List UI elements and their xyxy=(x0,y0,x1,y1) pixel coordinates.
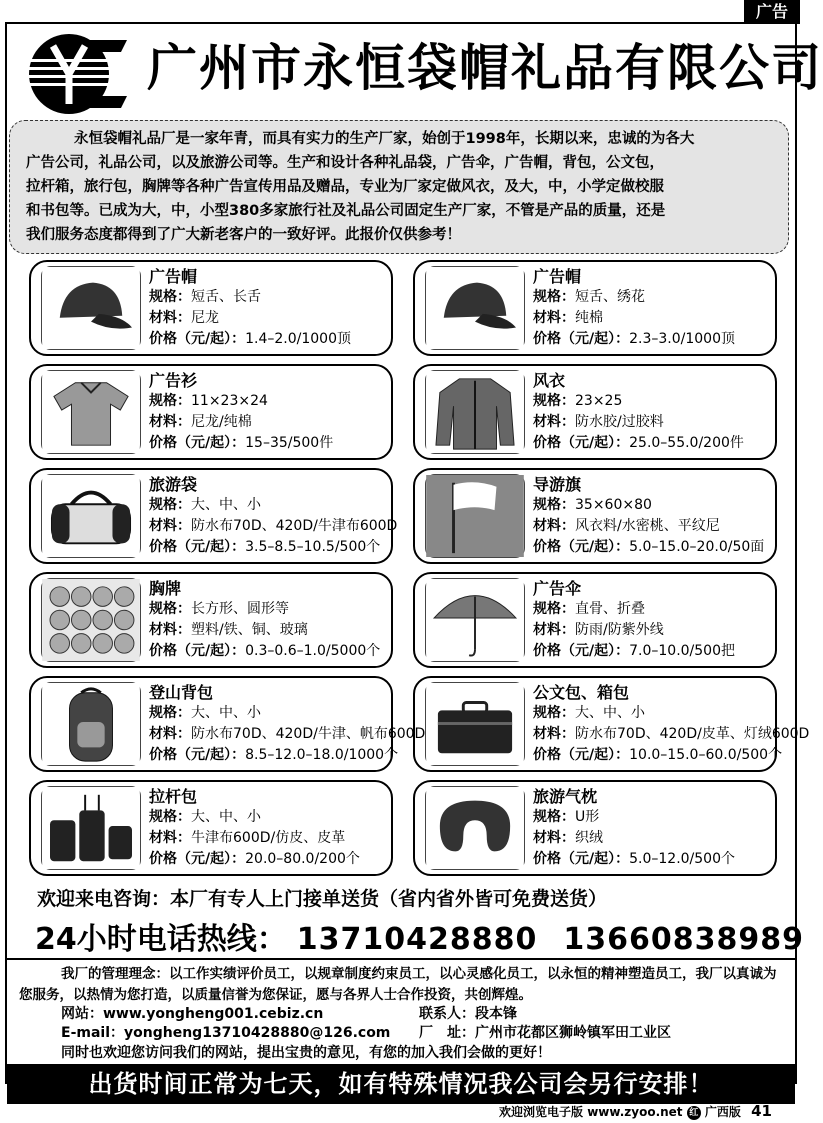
spec-value: 短舌、长舌 xyxy=(191,289,261,305)
product-price xyxy=(149,433,385,454)
spec-value: 大、中、小 xyxy=(191,809,261,825)
hotline xyxy=(35,914,804,958)
management-philosophy xyxy=(7,958,795,1006)
product-info xyxy=(149,474,398,558)
address-label: 厂 址： xyxy=(419,1025,475,1041)
product-card xyxy=(413,676,810,772)
spec-label: 规格： xyxy=(149,705,191,721)
header xyxy=(7,24,823,120)
shirt-photo-icon xyxy=(41,370,141,454)
product-spec xyxy=(533,807,769,828)
product-material xyxy=(149,828,385,849)
material-label: 材料： xyxy=(149,414,191,430)
price-label: 价格（元/起）： xyxy=(149,539,246,555)
trolley-bags-photo-icon xyxy=(41,786,141,870)
product-material xyxy=(533,516,769,537)
backpack-photo-icon xyxy=(41,682,141,766)
spec-value: 11×23×24 xyxy=(191,393,268,409)
material-label: 材料： xyxy=(149,518,191,534)
price-value: 5.0–12.0/500个 xyxy=(629,851,735,867)
intro-line: 我们服务态度都得到了广大新老客户的一致好评。此报价仅供参考！ xyxy=(26,227,461,243)
material-label: 材料： xyxy=(149,310,191,326)
website xyxy=(61,1003,323,1023)
product-info xyxy=(533,370,769,454)
spec-value: 大、中、小 xyxy=(575,705,645,721)
email-label: E-mail： xyxy=(61,1025,125,1041)
spec-value: 大、中、小 xyxy=(191,497,261,513)
material-label: 材料： xyxy=(533,518,575,534)
contact-line: 欢迎来电咨询：本厂有专人上门接单送货（省内省外皆可免费送货） xyxy=(37,888,608,910)
product-price xyxy=(149,641,385,662)
product-card xyxy=(29,780,393,876)
price-label: 价格（元/起）： xyxy=(149,747,246,763)
product-title: 广告衫 xyxy=(149,371,198,390)
product-material xyxy=(533,724,810,745)
product-spec xyxy=(149,703,385,724)
product-title: 广告帽 xyxy=(149,267,198,286)
price-label: 价格（元/起）： xyxy=(149,435,246,451)
product-price xyxy=(149,329,385,350)
price-label: 价格（元/起）： xyxy=(533,331,630,347)
address xyxy=(419,1022,671,1042)
product-info xyxy=(149,266,385,350)
price-label: 价格（元/起）： xyxy=(149,643,246,659)
publication-logo-icon: 红 xyxy=(687,1106,701,1120)
product-title: 广告伞 xyxy=(533,579,582,598)
product-card xyxy=(413,364,777,460)
umbrella-photo-icon xyxy=(425,578,525,662)
product-info xyxy=(149,370,385,454)
intro-line: 拉杆箱，旅行包，胸牌等各种广告宣传用品及赠品，专业为厂家定做风衣，及大，中，小学定做校服 xyxy=(26,179,664,195)
material-value: 防水布70D、420D/皮革、灯绒600D xyxy=(575,726,810,742)
product-card xyxy=(29,468,398,564)
product-price xyxy=(533,537,769,558)
product-info xyxy=(533,682,810,766)
contact-person-label: 联系人： xyxy=(419,1006,475,1022)
material-value: 尼龙 xyxy=(191,310,219,326)
product-card xyxy=(29,676,426,772)
page-number: 41 xyxy=(751,1102,772,1120)
website-link[interactable]: www.yongheng001.cebiz.cn xyxy=(103,1006,324,1022)
price-value: 10.0–15.0–60.0/500个 xyxy=(629,747,783,763)
material-value: 风衣料/水密桃、平纹尼 xyxy=(575,518,720,534)
company-intro xyxy=(9,120,789,254)
section-tag: 广告 xyxy=(744,0,800,24)
product-spec xyxy=(149,599,385,620)
price-value: 7.0–10.0/500把 xyxy=(629,643,735,659)
cap-photo-icon xyxy=(41,266,141,350)
price-value: 2.3–3.0/1000顶 xyxy=(629,331,735,347)
product-card xyxy=(413,468,777,564)
product-info xyxy=(533,578,769,662)
company-logo-icon xyxy=(23,32,127,116)
product-card xyxy=(29,572,393,668)
material-value: 防水布70D、420D/牛津、帆布600D xyxy=(191,726,426,742)
neck-pillow-photo-icon xyxy=(425,786,525,870)
spec-value: 短舌、绣花 xyxy=(575,289,645,305)
product-title: 登山背包 xyxy=(149,683,214,702)
product-card xyxy=(413,780,777,876)
price-label: 价格（元/起）： xyxy=(149,851,246,867)
spec-value: 35×60×80 xyxy=(575,497,652,513)
footer-logo-text: 广西版 xyxy=(704,1105,741,1119)
spec-value: 长方形、圆形等 xyxy=(191,601,289,617)
spec-label: 规格： xyxy=(149,497,191,513)
contact-person-name: 段本锋 xyxy=(475,1006,517,1022)
shipping-banner: 出货时间正常为七天，如有特殊情况我公司会另行安排！ xyxy=(7,1064,795,1104)
material-value: 塑料/铁、铜、玻璃 xyxy=(191,622,308,638)
material-value: 防雨/防紫外线 xyxy=(575,622,664,638)
product-spec xyxy=(149,495,385,516)
material-label: 材料： xyxy=(149,726,191,742)
spec-value: U形 xyxy=(575,809,600,825)
price-label: 价格（元/起）： xyxy=(533,851,630,867)
product-title: 旅游袋 xyxy=(149,475,198,494)
material-value: 防水布70D、420D/牛津布600D xyxy=(191,518,398,534)
spec-label: 规格： xyxy=(533,497,575,513)
spec-label: 规格： xyxy=(533,809,575,825)
price-value: 15–35/500件 xyxy=(245,435,334,451)
product-title: 广告帽 xyxy=(533,267,582,286)
product-price xyxy=(533,641,769,662)
product-info xyxy=(149,578,385,662)
material-value: 牛津布600D/仿皮、皮革 xyxy=(191,830,346,846)
spec-label: 规格： xyxy=(533,393,575,409)
company-name: 广州市永恒袋帽礼品有限公司 xyxy=(147,39,823,97)
price-value: 8.5–12.0–18.0/1000个 xyxy=(245,747,399,763)
spec-value: 23×25 xyxy=(575,393,623,409)
hotline-label: 24小时电话热线： xyxy=(35,922,287,957)
price-value: 20.0–80.0/200个 xyxy=(245,851,360,867)
material-label: 材料： xyxy=(533,414,575,430)
price-label: 价格（元/起）： xyxy=(533,643,630,659)
material-value: 防水胶/过胶料 xyxy=(575,414,664,430)
cap-photo-icon xyxy=(425,266,525,350)
price-value: 25.0–55.0/200件 xyxy=(629,435,744,451)
product-material xyxy=(533,620,769,641)
product-info xyxy=(533,266,769,350)
product-title: 拉杆包 xyxy=(149,787,198,806)
product-info xyxy=(533,786,769,870)
spec-label: 规格： xyxy=(533,601,575,617)
material-value: 尼龙/纯棉 xyxy=(191,414,252,430)
product-card xyxy=(413,260,777,356)
product-spec xyxy=(533,495,769,516)
product-price xyxy=(149,537,385,558)
hotline-phone-2: 13660838989 xyxy=(563,922,804,957)
intro-line: 和书包等。已成为大，中，小型380多家旅行社及礼品公司固定生产厂家，不管是产品的质量，还是 xyxy=(26,203,666,219)
contact-person xyxy=(419,1003,517,1023)
product-price xyxy=(149,745,399,766)
spec-label: 规格： xyxy=(149,393,191,409)
address-value: 广州市花都区狮岭镇军田工业区 xyxy=(475,1025,671,1041)
flag-photo-icon xyxy=(425,474,525,558)
product-price xyxy=(533,433,769,454)
page-footer xyxy=(499,1102,772,1120)
product-price xyxy=(533,329,769,350)
jacket-photo-icon xyxy=(425,370,525,454)
product-info xyxy=(149,682,426,766)
product-material xyxy=(149,412,385,433)
price-value: 5.0–15.0–20.0/50面 xyxy=(629,539,765,555)
material-label: 材料： xyxy=(149,830,191,846)
email xyxy=(61,1022,390,1042)
product-material xyxy=(149,308,385,329)
price-value: 1.4–2.0/1000顶 xyxy=(245,331,351,347)
product-card xyxy=(413,572,777,668)
product-spec xyxy=(149,391,385,412)
product-material xyxy=(533,308,769,329)
spec-value: 直骨、折叠 xyxy=(575,601,645,617)
product-title: 胸牌 xyxy=(149,579,182,598)
material-label: 材料： xyxy=(533,726,575,742)
price-label: 价格（元/起）： xyxy=(149,331,246,347)
product-material xyxy=(533,412,769,433)
price-label: 价格（元/起）： xyxy=(533,747,630,763)
spec-label: 规格： xyxy=(149,601,191,617)
product-info xyxy=(533,474,769,558)
product-spec xyxy=(149,287,385,308)
material-label: 材料： xyxy=(533,830,575,846)
email-link[interactable]: yongheng13710428880@126.com xyxy=(124,1025,391,1041)
product-card xyxy=(29,260,393,356)
product-price xyxy=(149,849,385,870)
product-title: 旅游气枕 xyxy=(533,787,598,806)
footer-text: 欢迎浏览电子版 www.zyoo.net xyxy=(499,1105,683,1119)
spec-value: 大、中、小 xyxy=(191,705,261,721)
material-label: 材料： xyxy=(533,622,575,638)
spec-label: 规格： xyxy=(149,809,191,825)
product-info xyxy=(149,786,385,870)
intro-line: 广告公司，礼品公司，以及旅游公司等。生产和设计各种礼品袋，广告伞，广告帽，背包，公文包， xyxy=(26,155,664,171)
product-material xyxy=(149,516,398,537)
hotline-phone-1: 13710428880 xyxy=(296,922,538,957)
product-material xyxy=(149,620,385,641)
product-spec xyxy=(149,807,385,828)
product-card xyxy=(29,364,393,460)
product-price xyxy=(533,745,783,766)
management-text: 我厂的管理理念：以工作实绩评价员工，以规章制度约束员工，以心灵感化员工，以永恒的精神塑造员工，我厂以真诚为您服务，以热情为您打造，以质量信誉为您保证，愿与各界人士合作投资，共创辉煌。 xyxy=(19,966,777,1003)
website-label: 网站： xyxy=(61,1006,103,1022)
price-value: 0.3–0.6–1.0/5000个 xyxy=(245,643,381,659)
advert-frame xyxy=(5,22,823,1098)
badges-photo-icon xyxy=(41,578,141,662)
product-material xyxy=(533,828,769,849)
product-title: 导游旗 xyxy=(533,475,582,494)
spec-label: 规格： xyxy=(149,289,191,305)
material-label: 材料： xyxy=(533,310,575,326)
product-spec xyxy=(533,599,769,620)
briefcase-photo-icon xyxy=(425,682,525,766)
product-price xyxy=(533,849,769,870)
material-value: 织绒 xyxy=(575,830,603,846)
price-label: 价格（元/起）： xyxy=(533,539,630,555)
duffel-bag-photo-icon xyxy=(41,474,141,558)
product-material xyxy=(149,724,426,745)
product-title: 公文包、箱包 xyxy=(533,683,630,702)
product-title: 风衣 xyxy=(533,371,566,390)
spec-label: 规格： xyxy=(533,705,575,721)
spec-label: 规格： xyxy=(533,289,575,305)
material-value: 纯棉 xyxy=(575,310,603,326)
product-spec xyxy=(533,391,769,412)
price-label: 价格（元/起）： xyxy=(533,435,630,451)
welcome-line: 同时也欢迎您访问我们的网站，提出宝贵的意见，有您的加入我们会做的更好！ xyxy=(61,1045,551,1061)
price-value: 3.5–8.5–10.5/500个 xyxy=(245,539,381,555)
material-label: 材料： xyxy=(149,622,191,638)
intro-line: 永恒袋帽礼品厂是一家年青，而具有实力的生产厂家，始创于1998年，长期以来，忠诚的为各大 xyxy=(74,131,695,147)
product-spec xyxy=(533,703,769,724)
product-spec xyxy=(533,287,769,308)
